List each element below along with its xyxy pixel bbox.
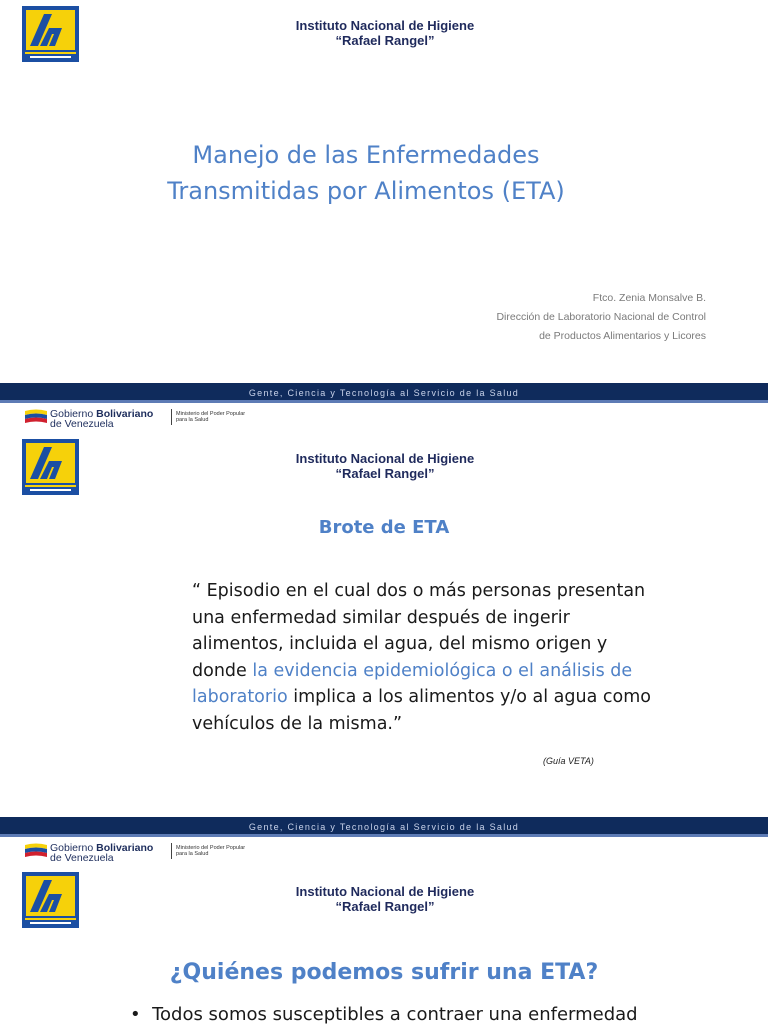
author-block xyxy=(496,289,706,346)
institute-name xyxy=(200,884,570,914)
government-name: Gobierno Bolivariano de Venezuela xyxy=(50,408,154,430)
institute-line-2: “Rafael Rangel” xyxy=(335,899,435,914)
ministry-name: Ministerio del Poder Popular para la Salud xyxy=(176,411,246,423)
quote-text-1: “ Episodio en el cual dos o más personas presentan una enfermedad similar después de ingerir alimentos, incluida el agua, del mismo origen y donde xyxy=(192,581,646,681)
institute-line-2: “Rafael Rangel” xyxy=(335,466,435,481)
author-name: Ftco. Zenia Monsalve B. xyxy=(592,292,706,304)
government-bar xyxy=(0,839,768,866)
institute-line-1: Instituto Nacional de Higiene xyxy=(295,884,475,899)
affiliation-line-2: de Productos Alimentarios y Licores xyxy=(539,330,706,342)
inh-logo xyxy=(22,872,79,928)
government-bar xyxy=(0,405,768,432)
slide-3-title: ¿Quiénes podemos sufrir una ETA? xyxy=(169,960,599,985)
institute-name xyxy=(200,18,570,48)
footer-band xyxy=(0,383,768,403)
quote-highlight: la evidencia epidemiológica o el análisis de laboratorio xyxy=(192,660,633,707)
institute-name xyxy=(200,451,570,481)
institute-line-1: Instituto Nacional de Higiene xyxy=(295,451,475,466)
slide-1 xyxy=(0,0,768,433)
footer-band-text: Gente, Ciencia y Tecnología al Servicio de la Salud xyxy=(248,822,520,832)
government-name: Gobierno Bolivariano de Venezuela xyxy=(50,842,154,864)
slide-2-title: Brote de ETA xyxy=(318,517,450,538)
citation: (Guía VETA) xyxy=(543,756,594,766)
institute-line-1: Instituto Nacional de Higiene xyxy=(295,18,475,33)
definition-quote xyxy=(192,578,662,737)
title-line-2: Transmitidas por Alimentos (ETA) xyxy=(167,177,565,205)
bullet-icon: • xyxy=(130,1004,153,1024)
venezuela-flag-icon xyxy=(25,843,47,857)
affiliation-line-1: Dirección de Laboratorio Nacional de Control xyxy=(496,311,706,323)
slide-3 xyxy=(0,866,768,1024)
inh-logo xyxy=(22,6,79,62)
slide-1-title xyxy=(100,137,632,209)
inh-logo xyxy=(22,439,79,495)
footer-band-text: Gente, Ciencia y Tecnología al Servicio de la Salud xyxy=(248,388,520,398)
footer-band xyxy=(0,817,768,837)
slide-2 xyxy=(0,433,768,866)
ministry-name: Ministerio del Poder Popular para la Salud xyxy=(176,845,246,857)
venezuela-flag-icon xyxy=(25,409,47,423)
bullet-text: Todos somos susceptibles a contraer una enfermedad xyxy=(152,1004,638,1024)
list-item xyxy=(130,1004,638,1024)
title-line-1: Manejo de las Enfermedades xyxy=(192,141,540,169)
quote-text-2: implica a los alimentos y/o al agua como vehículos de la misma.” xyxy=(192,687,651,734)
institute-line-2: “Rafael Rangel” xyxy=(335,33,435,48)
